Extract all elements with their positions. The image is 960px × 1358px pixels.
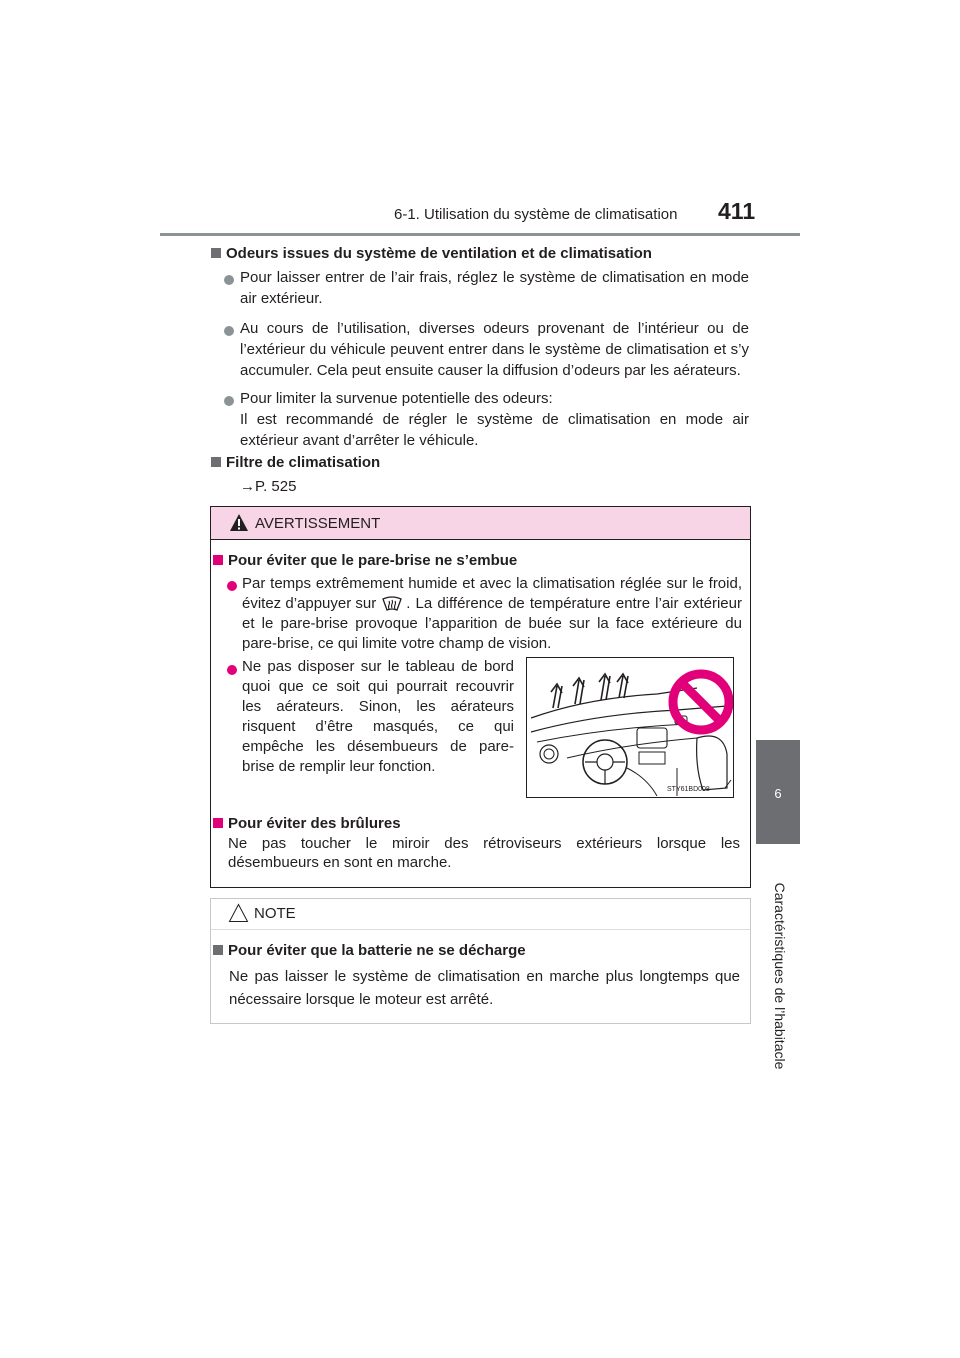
round-bullet-icon [224, 275, 234, 285]
warning-item1-line3: et le pare-brise provoque l’apparition de buée sur la face extérieure du [242, 615, 742, 632]
dashboard-illustration [526, 657, 734, 798]
odeurs-bullet2-line2: l’extérieur du véhicule peuvent entrer dans le système de climatisation et s’y [240, 341, 749, 358]
chapter-tab [756, 740, 800, 844]
caution-triangle-icon [228, 903, 249, 923]
odeurs-bullet2-line3: accumuler. Cela peut ensuite causer la diffusion d’odeurs par les aérateurs. [240, 362, 741, 379]
odeurs-bullet1-line2: air extérieur. [240, 290, 323, 307]
warning-triangle-icon [229, 513, 249, 532]
square-bullet-icon [213, 818, 223, 828]
warning-label: AVERTISSEMENT [255, 515, 381, 532]
odeurs-bullet2-line1: Au cours de l’utilisation, diverses odeurs provenant de l’intérieur ou de [240, 320, 749, 337]
chapter-title: Caractéristiques de l’habitacle [772, 882, 788, 1070]
note-header [211, 899, 750, 930]
chapter-title-vertical [770, 848, 790, 1108]
section-title: 6-1. Utilisation du système de climatisation [394, 206, 678, 223]
odeurs-bullet3-line2: Il est recommandé de régler le système de climatisation en mode air [240, 411, 749, 428]
odeurs-bullet3-line1: Pour limiter la survenue potentielle des odeurs: [240, 390, 553, 407]
odeurs-bullet3-line3: extérieur avant d’arrêter le véhicule. [240, 432, 479, 449]
warning-item2-line2: quoi que ce soit qui pourrait recouvrir [242, 678, 514, 695]
warning-item3-heading: Pour éviter des brûlures [213, 813, 401, 834]
warning-item2-line6: brise de remplir leur fonction. [242, 758, 436, 775]
warning-item1-line1: Par temps extrêmement humide et avec la climatisation réglée sur le froid, [242, 575, 742, 592]
filtre-heading: Filtre de climatisation [211, 452, 380, 473]
illustration-code: STY61BD008 [667, 786, 710, 793]
header-rule [160, 233, 800, 236]
dashboard-vents-drawing [527, 658, 733, 797]
square-bullet-icon [211, 457, 221, 467]
round-bullet-icon [227, 665, 237, 675]
warning-item2-line3: les aérateurs. Sinon, les aérateurs [242, 698, 514, 715]
warning-item3-line2: désembueurs en sont en marche. [228, 854, 452, 871]
filtre-reference[interactable]: →P. 525 [240, 478, 297, 495]
note-item1-line1: Ne pas laisser le système de climatisation en marche plus longtemps que [229, 968, 740, 985]
warning-item2-line4: risquent d’être masqués, ce qui [242, 718, 514, 735]
warning-item1-heading: Pour éviter que le pare-brise ne s’embue [213, 550, 517, 571]
warning-header [211, 507, 750, 540]
warning-item2-line1: Ne pas disposer sur le tableau de bord [242, 658, 514, 675]
page-number: 411 [718, 198, 756, 224]
round-bullet-icon [224, 326, 234, 336]
square-bullet-icon [213, 945, 223, 955]
round-bullet-icon [227, 581, 237, 591]
note-item1-line2: nécessaire lorsque le moteur est arrêté. [229, 991, 494, 1008]
warning-item2-line5: empêche les désembueurs de pare- [242, 738, 514, 755]
square-bullet-icon [213, 555, 223, 565]
warning-item3-line1: Ne pas toucher le miroir des rétroviseurs extérieurs lorsque les [228, 835, 740, 852]
odeurs-bullet1-line1: Pour laisser entrer de l’air frais, réglez le système de climatisation en mode [240, 269, 749, 286]
round-bullet-icon [224, 396, 234, 406]
warning-item1-line4: pare-brise, ce qui limite votre champ de vision. [242, 635, 552, 652]
warning-item1-line2: évitez d’appuyer sur . La différence de température entre l’air extérieur [242, 595, 742, 612]
odeurs-heading: Odeurs issues du système de ventilation et de climatisation [211, 243, 652, 264]
arrow-icon: → [240, 478, 255, 495]
note-label: NOTE [254, 905, 296, 922]
windshield-defogger-icon [380, 595, 404, 613]
chapter-number: 6 [774, 786, 782, 801]
square-bullet-icon [211, 248, 221, 258]
note-item1-heading: Pour éviter que la batterie ne se décharge [213, 940, 526, 961]
